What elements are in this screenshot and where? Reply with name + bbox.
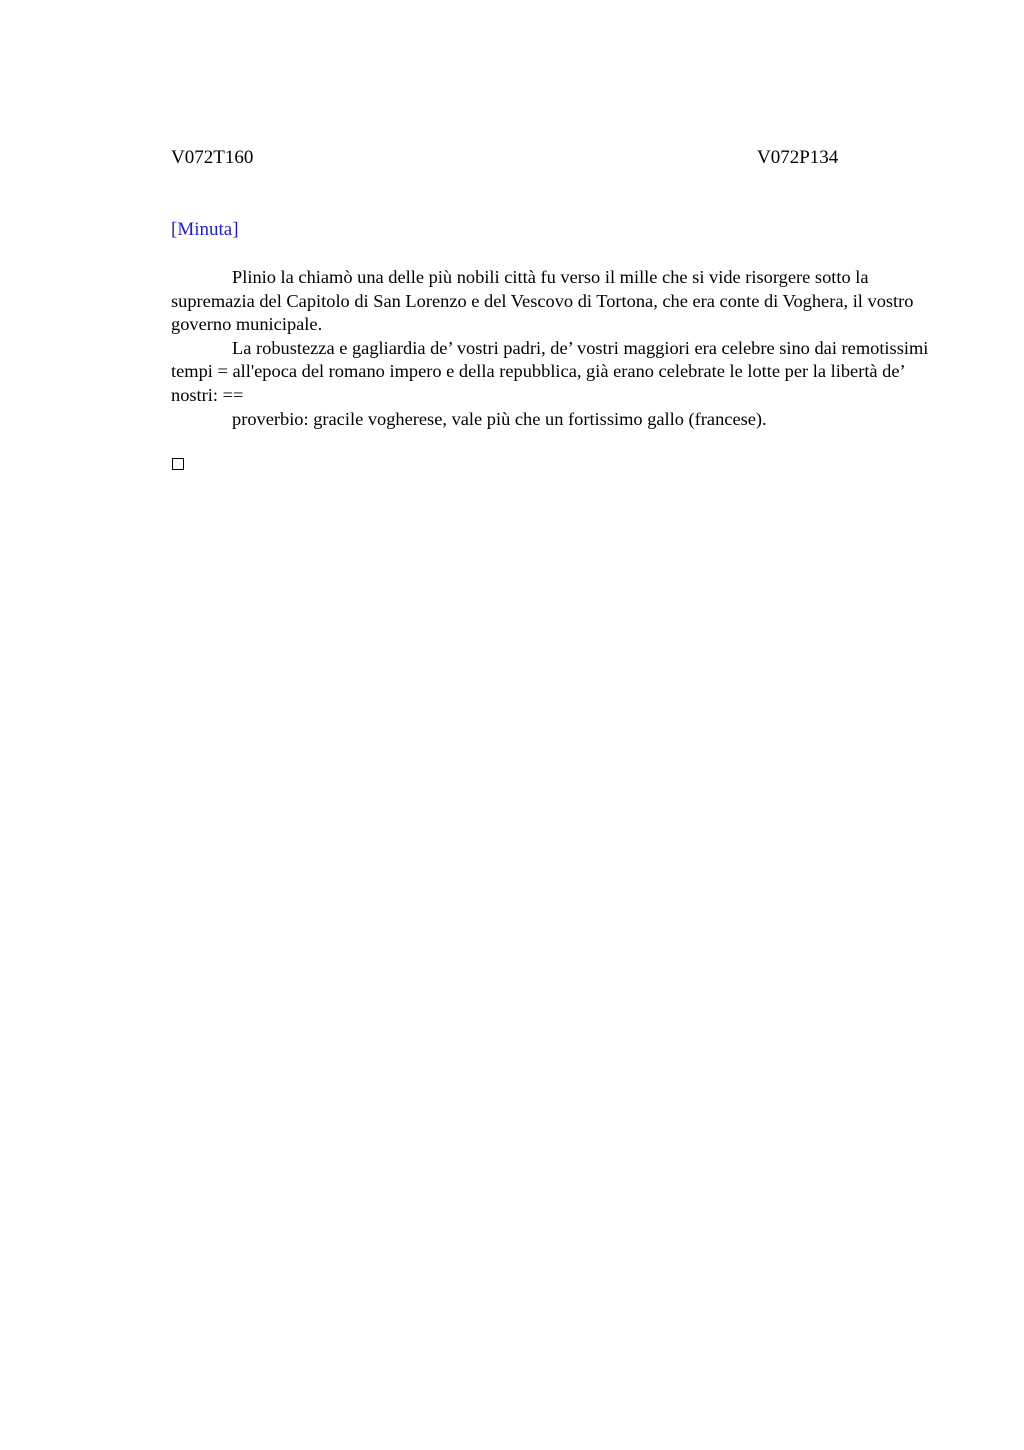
document-code-right: V072P134 — [757, 147, 839, 168]
paragraph-1: Plinio la chiamò una delle più nobili città fu verso il mille che si vide risorgere sotto la supremazia del Capitolo di San Lorenzo e del Vescovo di Tortona, che era conte di Voghera, il vostro governo municipale. — [171, 267, 914, 335]
document-body — [171, 266, 931, 431]
empty-square-icon — [172, 458, 184, 470]
paragraph-2: La robustezza e gagliardia de’ vostri padri, de’ vostri maggiori era celebre sino dai remotissimi tempi = all'epoca del romano impero e della repubblica, già erano celebrate le lotte per la libertà de’ nostri: == — [171, 337, 929, 405]
paragraph-3: proverbio: gracile vogherese, vale più che un fortissimo gallo (francese). — [232, 408, 767, 429]
section-label-minuta: [Minuta] — [171, 219, 239, 240]
document-code-left: V072T160 — [171, 147, 254, 168]
